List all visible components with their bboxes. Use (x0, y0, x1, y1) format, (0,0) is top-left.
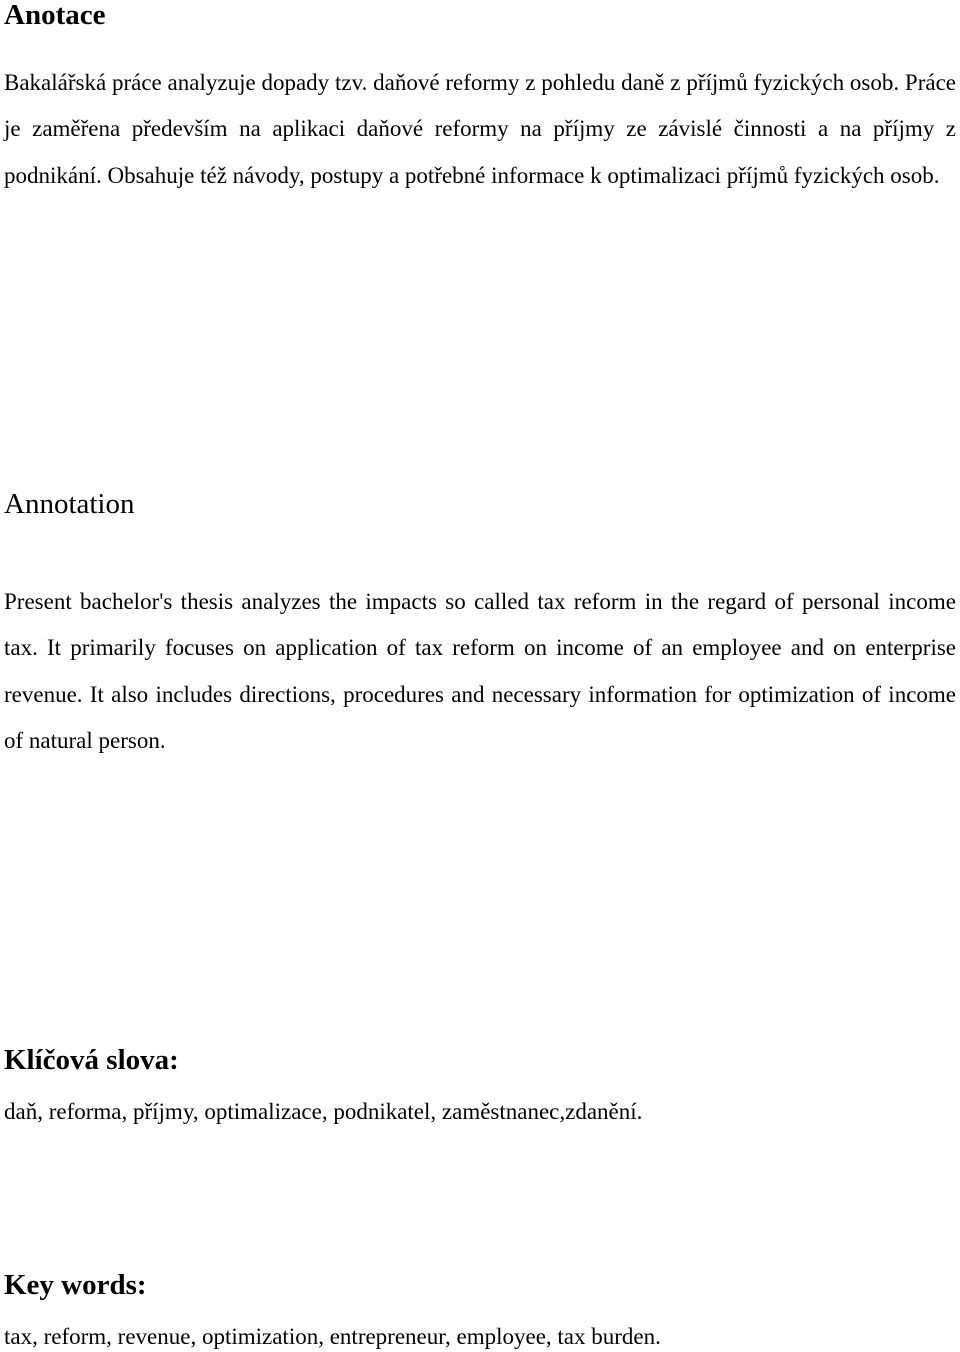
anotace-paragraph: Bakalářská práce analyzuje dopady tzv. daňové reformy z pohledu daně z příjmů fyzických osob. Práce je zaměřena především na aplikaci daňové reformy na příjmy ze závislé činnosti a na příjmy z podnikání. Obsahuje též návody, postupy a potřebné informace k optimalizaci příjmů fyzických osob. (4, 70, 956, 188)
klicova-slova-text: daň, reforma, příjmy, optimalizace, podnikatel, zaměstnanec,zdanění. (4, 1099, 643, 1124)
klicova-slova-heading: Klíčová slova: (4, 1044, 179, 1076)
annotation-heading: Annotation (4, 488, 135, 520)
key-words-text: tax, reform, revenue, optimization, entrepreneur, employee, tax burden. (4, 1324, 661, 1349)
document-page (4, 0, 956, 1352)
annotation-paragraph: Present bachelor's thesis analyzes the impacts so called tax reform in the regard of personal income tax. It primarily focuses on application of tax reform on income of an employee and on enterprise revenue. It also includes directions, procedures and necessary information for optimization of income of natural person. (4, 589, 956, 753)
anotace-heading: Anotace (4, 0, 106, 31)
key-words-heading: Key words: (4, 1269, 147, 1301)
